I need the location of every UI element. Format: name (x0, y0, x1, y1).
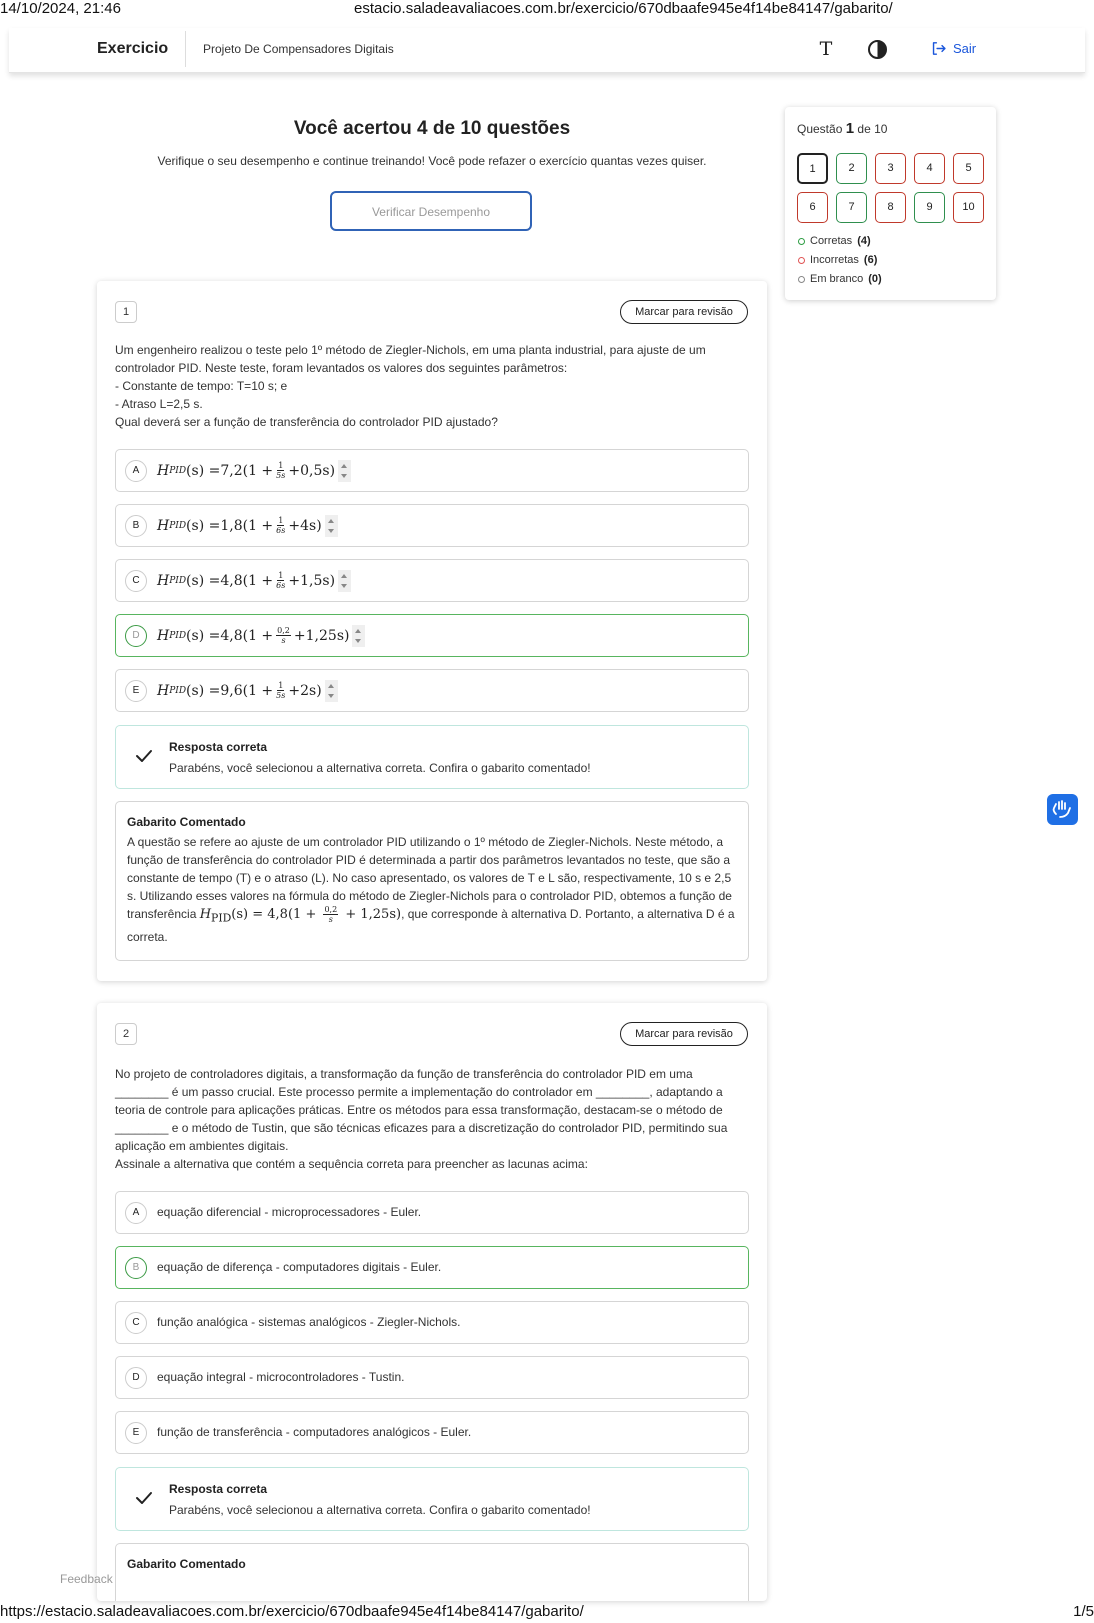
formula-open: (1 + (242, 462, 274, 479)
fraction-den: s (328, 915, 333, 924)
question-number: 1 (115, 301, 137, 323)
question-nav-button[interactable]: 6 (797, 192, 828, 223)
formula-h: H (199, 907, 212, 922)
navbar-divider (185, 31, 186, 67)
legend-label: Em branco (810, 273, 864, 285)
formula-open: (1 + (242, 517, 274, 534)
fraction-num: 1 (278, 571, 284, 580)
commentary-formula (199, 905, 402, 925)
formula-h: H (157, 627, 170, 644)
sign-language-icon[interactable] (1047, 794, 1078, 825)
formula-plus: + (288, 572, 301, 589)
option-formula (157, 568, 351, 593)
math-scroll-spinner[interactable] (338, 570, 351, 592)
commentary-title: Gabarito Comentado (127, 1557, 246, 1571)
formula-td: 0,5s (300, 462, 330, 479)
math-scroll-spinner[interactable] (325, 515, 338, 537)
formula-h: H (157, 572, 170, 589)
math-scroll-spinner[interactable] (352, 625, 365, 647)
print-header (0, 0, 1094, 18)
print-url: estacio.saladeavaliacoes.com.br/exercicio/670dbaafe945e4f14be84147/gabarito/ (354, 0, 893, 17)
option-a[interactable] (115, 449, 749, 492)
answer-feedback (115, 725, 749, 789)
formula-fraction (276, 626, 291, 645)
question-number: 2 (115, 1023, 137, 1045)
feedback-link[interactable]: Feedback (60, 1572, 113, 1586)
formula-fraction (276, 571, 285, 590)
formula-fraction (323, 905, 338, 924)
formula-h: H (157, 462, 170, 479)
formula-td: 4s (300, 517, 317, 534)
fraction-num: 1 (278, 516, 284, 525)
feedback-text: Parabéns, você selecionou a alternativa correta. Confira o gabarito comentado! (169, 761, 591, 775)
question-nav-button[interactable]: 9 (914, 192, 945, 223)
print-footer-url: https://estacio.saladeavaliacoes.com.br/exercicio/670dbaafe945e4f14be84147/gabarito/ (0, 1603, 584, 1620)
answer-commentary (115, 1543, 749, 1601)
formula-kp: 1,8 (220, 517, 243, 534)
logout-button[interactable] (930, 40, 976, 57)
legend-count: (0) (868, 273, 882, 285)
formula-plus: + (288, 517, 301, 534)
check-icon (134, 746, 154, 766)
result-title: Você acertou 4 de 10 questões (293, 118, 571, 139)
formula-sub: PID (169, 575, 187, 586)
brand-title[interactable]: Exercicio (97, 40, 169, 57)
commentary-before: A questão se refere ao ajuste de um controlador PID utilizando o 1º método de Ziegler-Nichols. Neste método, a função de transferência do controlador PID é determinada a partir dos parâmetros levantados no teste, que são a constante de tempo (T) e o atraso (L). No caso apresentado, os valores de T e L são, respectivamente, 10 s e 2,5 s. Utilizando esses valores na fórmula do método de Ziegler-Nichols para o controlador PID, obtemos a função de transferência (127, 835, 732, 921)
formula-fraction (276, 461, 285, 480)
legend-label: Corretas (810, 235, 853, 247)
question-nav-button[interactable]: 4 (914, 153, 945, 184)
font-size-icon[interactable]: T (819, 38, 833, 60)
formula-open: (1 + (287, 907, 321, 922)
statement-paragraph: No projeto de controladores digitais, a transformação da função de transferência do controlador PID em uma ________ é um passo crucial. Este processo permite a implementação do controlador em ________, adaptando a teoria de controle para aplicações práticas. Entre os métodos para essa transformação, destacam-se o método de ________ e o método de Tustin, que são técnicas eficazes para a discretização do controlador PID, permitindo sua aplicação em ambientes digitais. (115, 1067, 728, 1153)
option-formula (157, 513, 338, 538)
check-icon (134, 1488, 154, 1508)
math-scroll-spinner[interactable] (325, 680, 338, 702)
statement-paragraph: Qual deverá ser a função de transferência do controlador PID ajustado? (115, 415, 498, 429)
option-letter: E (125, 1422, 147, 1444)
option-c[interactable] (115, 559, 749, 602)
navigator-title (797, 120, 887, 137)
option-text: função de transferência - computadores analógicos - Euler. (157, 1425, 472, 1439)
legend-label: Incorretas (810, 254, 859, 266)
formula-kp: 4,8 (220, 572, 243, 589)
result-subtitle: Verifique o seu desempenho e continue treinando! Você pode refazer o exercício quantas vezes quiser. (157, 154, 707, 168)
option-b[interactable] (115, 504, 749, 547)
formula-h: H (157, 517, 170, 534)
option-letter: E (125, 680, 147, 702)
legend-dot (798, 276, 805, 283)
option-letter: D (125, 625, 147, 647)
statement-paragraph: - Atraso L=2,5 s. (115, 397, 203, 411)
formula-close: ) (316, 517, 322, 534)
option-letter: B (125, 515, 147, 537)
formula-eq: (s) = (186, 627, 221, 644)
legend-incorrect (798, 254, 877, 266)
formula-sub: PID (211, 911, 232, 925)
fraction-den: s (281, 636, 286, 645)
print-datetime: 14/10/2024, 21:46 (0, 0, 121, 17)
formula-eq: (s) = (186, 572, 221, 589)
statement-paragraph: Assinale a alternativa que contém a sequência correta para preencher as lacunas acima: (115, 1157, 588, 1171)
fraction-den: 5s (276, 691, 286, 700)
formula-h: H (157, 682, 170, 699)
option-formula (157, 458, 351, 483)
print-page-number: 1/5 (1073, 1603, 1094, 1620)
fraction-num: 1 (278, 461, 284, 470)
option-formula (157, 623, 365, 648)
formula-kp: 7,2 (220, 462, 243, 479)
commentary-text (127, 833, 737, 946)
question-nav-button[interactable]: 1 (797, 153, 828, 184)
formula-td: 2s (300, 682, 317, 699)
navigator-current: 1 (845, 120, 855, 137)
question-nav-button[interactable]: 5 (953, 153, 984, 184)
option-text: equação diferencial - microprocessadores - Euler. (157, 1205, 422, 1219)
statement-paragraph: - Constante de tempo: T=10 s; e (115, 379, 288, 393)
question-card-1 (97, 281, 767, 981)
commentary-after: , que corresponde à alternativa D. Portanto, a alternativa D é a correta. (127, 907, 735, 944)
option-c[interactable] (115, 1301, 749, 1344)
mark-review-button[interactable]: Marcar para revisão (620, 1022, 748, 1046)
feedback-title: Resposta correta (169, 740, 268, 754)
formula-eq: (s) = (186, 517, 221, 534)
statement-paragraph: Um engenheiro realizou o teste pelo 1º método de Ziegler-Nichols, em uma planta industrial, para ajuste de um controlador PID. Neste teste, foram levantados os valores dos seguintes parâmetros: (115, 343, 706, 375)
option-letter: A (125, 460, 147, 482)
option-e[interactable] (115, 1411, 749, 1454)
fraction-den: 6s (276, 526, 286, 535)
contrast-icon[interactable] (865, 37, 889, 61)
formula-sub: PID (169, 685, 187, 696)
course-title: Projeto De Compensadores Digitais (203, 42, 394, 56)
formula-plus: + (293, 627, 306, 644)
answer-commentary (115, 801, 749, 961)
option-d[interactable] (115, 1356, 749, 1399)
result-summary (97, 118, 767, 168)
formula-td: 1,25s (305, 627, 344, 644)
option-text: equação de diferença - computadores digitais - Euler. (157, 1260, 442, 1274)
question-nav-button[interactable]: 3 (875, 153, 906, 184)
formula-eq: (s) = (231, 907, 268, 922)
formula-sub: PID (169, 465, 187, 476)
legend-count: (4) (857, 235, 871, 247)
logout-icon (930, 40, 947, 57)
option-a[interactable] (115, 1191, 749, 1234)
mark-review-button[interactable]: Marcar para revisão (620, 300, 748, 324)
formula-close: ) (344, 627, 350, 644)
question-nav-button[interactable]: 2 (836, 153, 867, 184)
fraction-den: 6s (276, 581, 286, 590)
question-navigator (785, 107, 996, 300)
fraction-num: 0,2 (324, 905, 338, 914)
top-navbar (9, 28, 1085, 73)
formula-fraction (276, 516, 285, 535)
math-scroll-spinner[interactable] (338, 460, 351, 482)
legend-correct (798, 235, 871, 247)
legend-dot (798, 257, 805, 264)
option-d[interactable] (115, 614, 749, 657)
legend-count: (6) (863, 254, 878, 266)
option-e[interactable] (115, 669, 749, 712)
option-letter: A (125, 1202, 147, 1224)
formula-sub: PID (169, 630, 187, 641)
question-nav-button[interactable]: 10 (953, 192, 984, 223)
formula-td: 1,25s (360, 907, 396, 922)
formula-sub: PID (169, 520, 187, 531)
fraction-num: 1 (278, 681, 284, 690)
question-card-2 (97, 1003, 767, 1601)
formula-td: 1,5s (300, 572, 330, 589)
navigator-suffix: de 10 (857, 122, 888, 136)
option-formula (157, 678, 338, 703)
print-footer (0, 1601, 1094, 1623)
navigator-prefix: Questão (797, 122, 843, 136)
formula-fraction (276, 681, 285, 700)
question-statement (115, 1065, 747, 1173)
formula-close: ) (316, 682, 322, 699)
formula-open: (1 + (242, 627, 274, 644)
formula-plus: + (288, 462, 301, 479)
feedback-text: Parabéns, você selecionou a alternativa correta. Confira o gabarito comentado! (169, 1503, 591, 1517)
option-letter: D (125, 1367, 147, 1389)
logout-label: Sair (953, 41, 977, 56)
question-nav-button[interactable]: 7 (836, 192, 867, 223)
option-text: função analógica - sistemas analógicos - Ziegler-Nichols. (157, 1315, 461, 1329)
formula-kp: 4,8 (267, 907, 288, 922)
option-text: equação integral - microcontroladores - Tustin. (157, 1370, 405, 1384)
fraction-den: 5s (276, 471, 286, 480)
formula-close: ) (329, 572, 336, 589)
formula-close: ) (396, 907, 402, 922)
legend-dot (798, 238, 805, 245)
question-statement (115, 341, 747, 431)
option-letter: C (125, 1312, 147, 1334)
formula-open: (1 + (242, 572, 274, 589)
feedback-title: Resposta correta (169, 1482, 268, 1496)
fraction-num: 0,2 (277, 626, 290, 635)
answer-feedback (115, 1467, 749, 1531)
formula-kp: 9,6 (220, 682, 243, 699)
formula-eq: (s) = (186, 462, 221, 479)
question-nav-button[interactable]: 8 (875, 192, 906, 223)
verify-performance-button[interactable]: Verificar Desempenho (330, 191, 532, 231)
option-letter: B (125, 1257, 147, 1279)
formula-kp: 4,8 (220, 627, 243, 644)
formula-eq: (s) = (186, 682, 221, 699)
formula-plus: + (341, 907, 361, 922)
option-b[interactable] (115, 1246, 749, 1289)
formula-open: (1 + (242, 682, 274, 699)
commentary-title: Gabarito Comentado (127, 815, 246, 829)
formula-plus: + (288, 682, 301, 699)
option-letter: C (125, 570, 147, 592)
formula-close: ) (329, 462, 336, 479)
legend-blank (798, 273, 882, 285)
